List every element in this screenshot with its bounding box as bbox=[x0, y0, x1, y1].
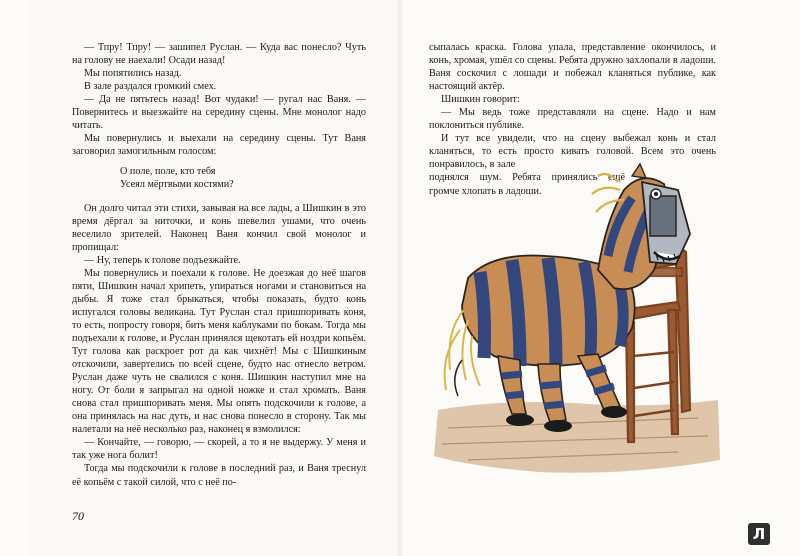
paragraph: — Да не пятьтесь назад! Вот чудаки! — ругал нас Ваня. — Повернитесь и выезжайте на середину сцены. Мне монолог надо читать. bbox=[72, 94, 366, 132]
paragraph: Мы повернулись и поехали к голове. Не доезжая до неё шагов пяти, Шишкин начал хрипеть, упираться ногами и становиться на дыбы. Я тоже стал брыкаться, чтобы показать, будто конь испугался головы великана. Тут Руслан стал пришпоривать коня, то есть, попросту говоря, бить меня каблуками по бокам. Тогда мы подъехали к голове, и Руслан принялся щекотать ей ноздри копьём. Тут голова как раскроет рот да как чихнёт! Мы с Шишкиным отскочили, завертелись по всей сцене, будто нас отнесло ветром. Руслан даже чуть не свалился с коня. Шишкин наступил мне на ногу. От боли я запрыгал на одной ножке и стал хромать. Ваня снова стал пришпоривать меня. Мы опять подскочили к голове, а она принялась на нас дуть, и нас снова понесло в сторону. Так мы налетали на неё несколько раз, наконец я взмолился: bbox=[72, 267, 366, 436]
verse-line: Усеял мёртвыми костями? bbox=[120, 179, 234, 191]
paragraph: — Мы ведь тоже представляли на сцене. Надо и нам поклониться публике. bbox=[429, 107, 716, 132]
paragraph: Он долго читал эти стихи, завывая на все лады, а Шишкин в это время дёргал за ниточки, и конь шевелил ушами, что очень веселило зрителей. Наконец Ваня кончил свой монолог и пропищал: bbox=[72, 202, 366, 253]
verse-line: О поле, поле, кто тебя bbox=[120, 166, 216, 178]
paragraph: сыпалась краска. Голова упала, представление окончилось, и конь, хромая, ушёл со сцены. Ребята дружно захлопали в ладоши. Ваня соскочил с лошади и побежал кланяться публике, как настоящий актёр. bbox=[429, 42, 716, 93]
paragraph: — Тпру! Тпру! — зашипел Руслан. — Куда вас понесло? Чуть на голову не наехали! Осади назад! bbox=[72, 42, 366, 67]
paragraph: И тут все увидели, что на сцену выбежал конь и стал кланяться, то есть просто кивать головой. Всем это очень понравилось, в зале bbox=[429, 133, 716, 171]
verse bbox=[120, 165, 366, 191]
paragraph: — Ну, теперь к голове подъезжайте. bbox=[84, 254, 241, 266]
paragraph: Шишкин говорит: bbox=[441, 94, 520, 106]
paragraph: Тогда мы подскочили к голове в последний раз, и Ваня треснул её копьём с такой силой, что с неё по- bbox=[72, 463, 366, 488]
horse-costume-illustration-icon bbox=[428, 160, 724, 490]
page-number: 70 bbox=[72, 509, 84, 523]
paragraph: — Кончайте, — говорю, — скорей, а то я не выдержу. У меня и так уже нога болит! bbox=[72, 437, 366, 462]
paragraph: Мы попятились назад. bbox=[84, 68, 182, 80]
publisher-logo: Л bbox=[748, 523, 770, 545]
paragraph: поднялся шум. Ребята принялись ещё громче хлопать в ладоши. bbox=[429, 172, 625, 197]
left-page-text bbox=[72, 41, 366, 489]
paragraph: В зале раздался громкий смех. bbox=[84, 81, 217, 93]
paragraph: Мы повернулись и выехали на середину сцены. Тут Ваня заговорил замогильным голосом: bbox=[72, 133, 366, 158]
page-gutter bbox=[396, 0, 404, 556]
